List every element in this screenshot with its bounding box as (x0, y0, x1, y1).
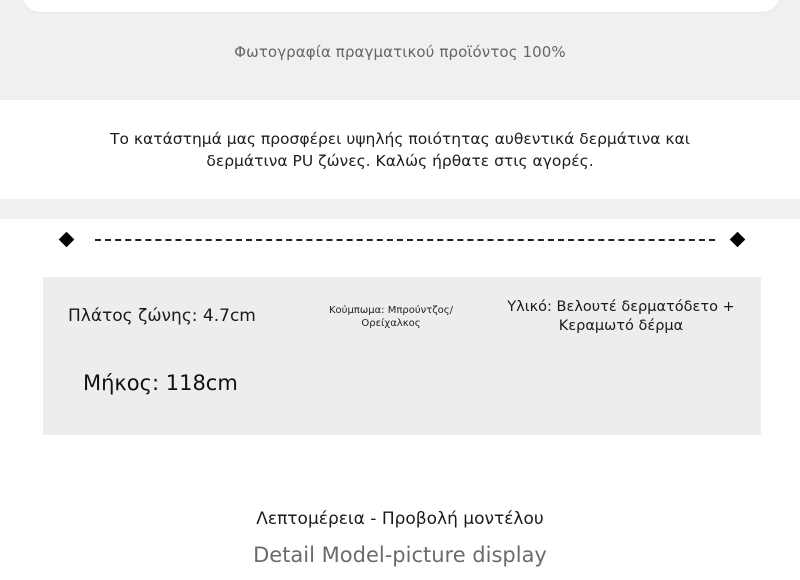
diamond-right-icon (730, 232, 746, 248)
spec-length: Μήκος: 118cm (83, 371, 238, 395)
spec-buckle: Κούμπωμα: Μπρούντζος/Ορείχαλκος (328, 305, 454, 329)
decorative-divider (0, 228, 800, 252)
product-specs-panel (43, 277, 761, 435)
detail-subtitle: Detail Model-picture display (253, 543, 547, 567)
spec-belt-width: Πλάτος ζώνης: 4.7cm (68, 306, 256, 326)
top-card (22, 0, 780, 12)
dashed-line (95, 239, 715, 241)
real-photo-label: Φωτογραφία πραγματικού προϊόντος 100% (234, 43, 566, 61)
store-intro-section (0, 100, 800, 200)
detail-title: Λεπτομέρεια - Προβολή μοντέλου (256, 509, 544, 529)
top-banner (0, 0, 800, 100)
diamond-left-icon (59, 232, 75, 248)
spec-material: Υλικό: Βελουτέ δερματόδετο + Κεραμωτό δέρμα (507, 299, 735, 334)
section-separator (0, 199, 800, 219)
store-description: Το κατάστημά μας προσφέρει υψηλής ποιότητας αυθεντικά δερμάτινα και δερμάτινα PU ζώνες. Καλώς ήρθατε στις αγορές. (110, 130, 690, 170)
